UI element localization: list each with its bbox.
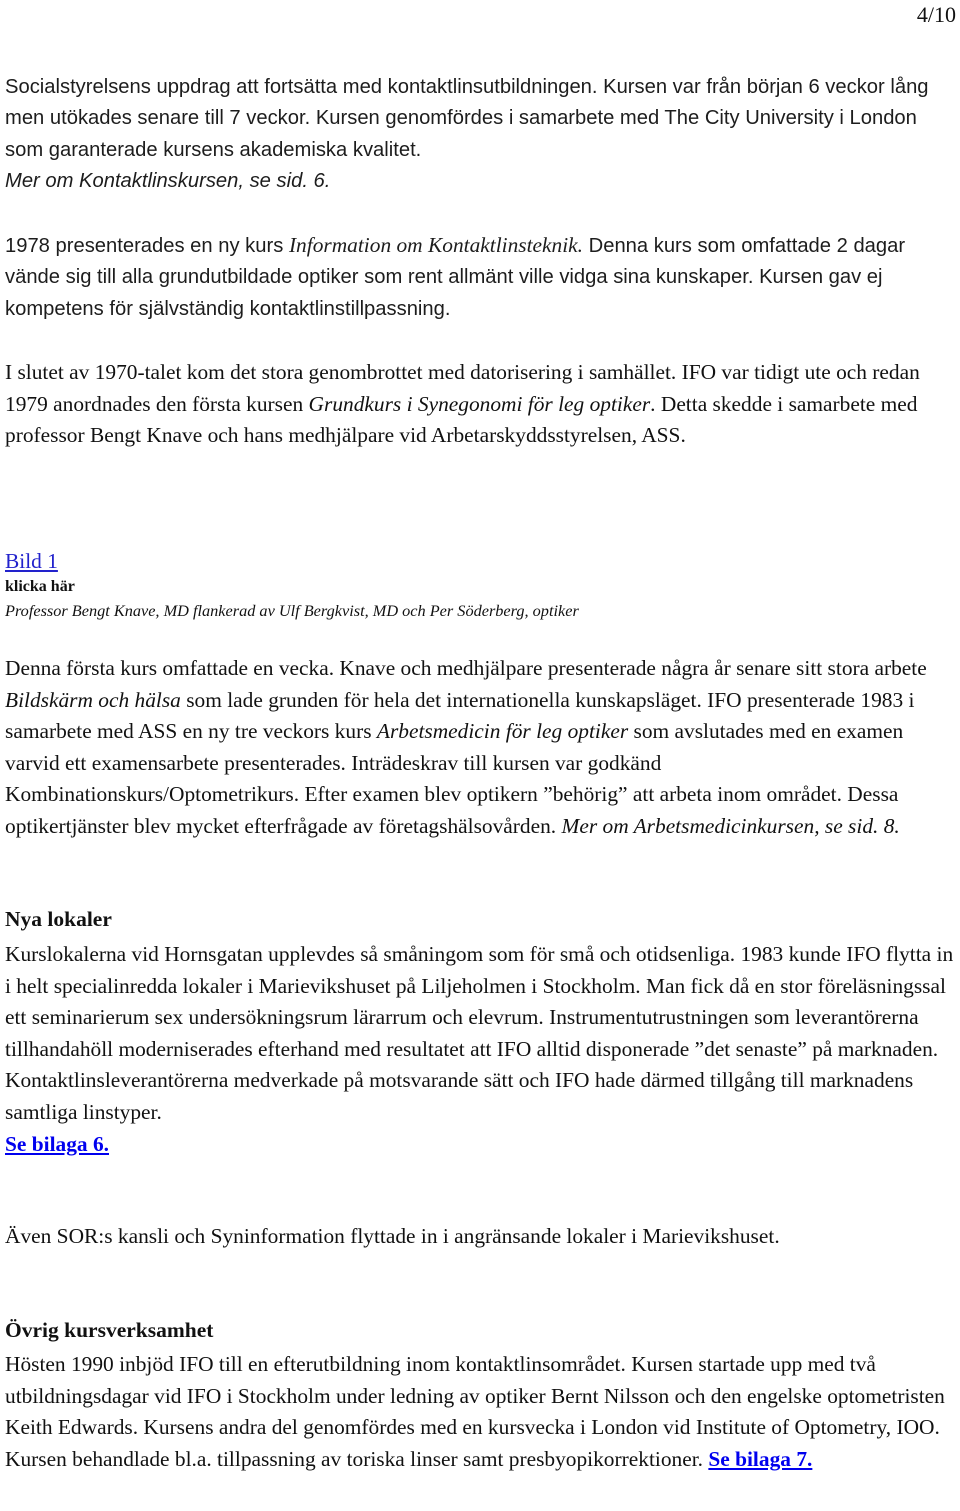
paragraph-forsta-kurs (5, 653, 954, 843)
se-bilaga-6-link[interactable]: Se bilaga 6. (5, 1131, 109, 1156)
paragraph-nya-lokaler (5, 939, 954, 1160)
course-title-arbetsmedicin: Arbetsmedicin för leg optiker (376, 719, 629, 744)
course-title-synegonomi: Grundkurs i Synegonomi för leg optiker (308, 391, 651, 416)
bild-1-link[interactable]: Bild 1 (5, 549, 58, 573)
paragraph-intro-text: Socialstyrelsens uppdrag att fortsätta med kontaktlinsutbildningen. Kursen var från början 6 veckor lång men utökades senare till 7 veckor. Kursen genomfördes i samarbete med The City University i London som garanterade kursens akademiska kvalitet. (5, 76, 929, 161)
se-bilaga-7-link[interactable]: Se bilaga 7. (708, 1446, 813, 1471)
paragraph-1978-text-b: Denna kurs som omfattade 2 dagar vände sig till alla grundutbildade optiker som rent allmänt ville vidga sina kunskaper. Kursen gav ej kompetens för självständig kontaktlinstillpassning. (5, 235, 906, 320)
reference-kontaktlinskursen: Mer om Kontaktlinskursen, se sid. 6. (5, 170, 331, 193)
paragraph-1978 (5, 230, 954, 325)
klicka-har-label[interactable]: klicka här (5, 578, 75, 595)
bild-1-link-wrapper (5, 546, 954, 578)
paragraph-forsta-kurs-text-b: som lade grunden för hela det internationella kunskapsläget. IFO presenterade 1983 i samarbete med ASS en ny tre veckors kurs (5, 687, 915, 744)
paragraph-forsta-kurs-text-c: som avslutades med en examen varvid ett examensarbete presenterades. Inträdeskrav till kursen var godkänd Kombinationskurs/Optometrikurs. Efter examen blev optikern ”behörig” att arbeta inom området. Dessa optikertjänster blev mycket efterfrågade av företagshälsovården. (5, 719, 904, 838)
heading-nya-lokaler: Nya lokaler (5, 907, 112, 931)
paragraph-datorisering-text-a: I slutet av 1970-talet kom det stora genombrottet med datorisering i samhället. IFO var tidigt ute och redan 1979 anordnades den första kursen (5, 360, 920, 416)
paragraph-datorisering (5, 357, 954, 452)
paragraph-nya-lokaler-text: Kurslokalerna vid Hornsgatan upplevdes så småningom som för små och otidsenliga. 1983 kunde IFO flytta in i helt specialinredda lokaler i Marievikshuset på Liljeholmen i Stockholm. Man fick då en stor föreläsningssal ett seminarierum sex undersökningsrum lärarrum och elevrum. Instrumentutrustningen som leverantörerna tillhandahöll moderniserades efterhand med resultatet att IFO alltid disponerade ”det senaste” på marknaden. Kontaktlinsleverantörerna medverkade på motsvarande sätt och IFO hade därmed tillgång till marknadens samtliga linstyper. (5, 942, 954, 1124)
image-caption: Professor Bengt Knave, MD flankerad av Ulf Bergkvist, MD och Per Söderberg, optiker (5, 601, 579, 620)
heading-ovrig-kursverksamhet: Övrig kursverksamhet (5, 1318, 214, 1342)
reference-arbetsmedicinkursen: Mer om Arbetsmedicinkursen, se sid. 8. (561, 813, 900, 838)
paragraph-ovrig (5, 1349, 954, 1475)
work-title-bildskarm: Bildskärm och hälsa (5, 687, 181, 712)
paragraph-forsta-kurs-text-a: Denna första kurs omfattade en vecka. Knave och medhjälpare presenterade några år senare sitt stora arbete (5, 656, 927, 680)
page-number: 4/10 (916, 2, 956, 27)
paragraph-intro (5, 72, 954, 198)
paragraph-datorisering-text-b: . Detta skedde i samarbete med professor Bengt Knave och hans medhjälpare vid Arbetarskyddsstyrelsen, ASS. (5, 391, 918, 448)
paragraph-sor-kansli: Även SOR:s kansli och Syninformation flyttade in i angränsande lokaler i Marievikshuset. (5, 1224, 780, 1248)
paragraph-ovrig-text: Hösten 1990 inbjöd IFO till en efterutbildning inom kontaktlinsområdet. Kursen startade upp med två utbildningsdagar vid IFO i Stockholm under ledning av optiker Bernt Nilsson och den engelske optometristen Keith Edwards. Kursens andra del genomfördes med en kursvecka i London vid Institute of Optometry, IOO. Kursen behandlade bl.a. tillpassning av toriska linser samt presbyopikorrektioner. (5, 1352, 945, 1471)
course-title-information: Information om Kontaktlinsteknik. (288, 233, 584, 257)
paragraph-1978-text-a: 1978 presenterades en ny kurs (5, 235, 289, 257)
